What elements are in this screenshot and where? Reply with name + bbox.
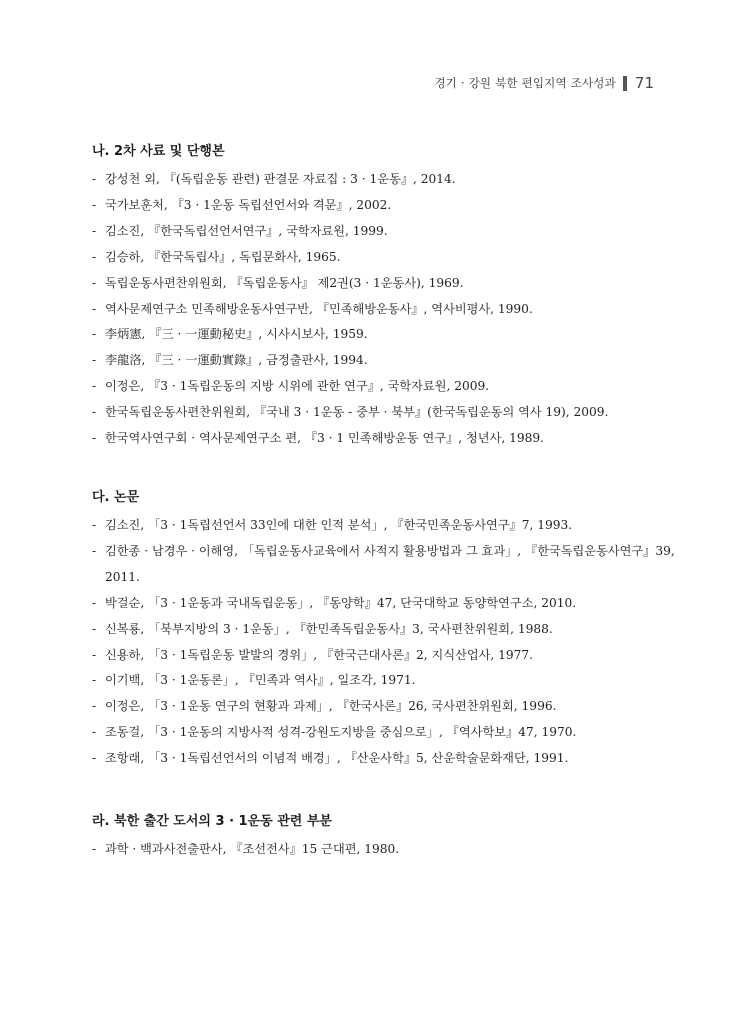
section-papers	[92, 488, 688, 772]
reference-item: - 李炳憲, 『三 · 一運動秘史』, 시사시보사, 1959.	[92, 327, 368, 342]
section-secondary-sources	[92, 142, 688, 452]
running-header	[434, 74, 654, 92]
reference-item: - 박걸순, 「3 · 1운동과 국내독립운동」, 『동양학』47, 단국대학교 동양학연구소, 2010.	[92, 595, 577, 610]
header-divider-bar	[623, 76, 627, 91]
reference-item: - 신용하, 「3 · 1독립운동 발발의 경위」, 『한국근대사론』2, 지식산업사, 1977.	[92, 647, 534, 662]
reference-list	[92, 837, 688, 863]
reference-item: - 李龍洛, 『三 · 一運動實錄』, 금정출판사, 1994.	[92, 353, 368, 368]
section-north-korea-publications	[92, 812, 688, 863]
reference-item: - 이정은, 『3 · 1독립운동의 지방 시위에 관한 연구』, 국학자료원, 2009.	[92, 379, 490, 394]
reference-item: - 한국독립운동사편찬위원회, 『국내 3 · 1운동 - 중부 · 북부』(한국독립운동의 역사 19), 2009.	[92, 405, 609, 420]
section-heading: 라. 북한 출간 도서의 3 · 1운동 관련 부분	[92, 814, 332, 829]
reference-item: - 신복룡, 「북부지방의 3 · 1운동」, 『한민족독립운동사』3, 국사편찬위원회, 1988.	[92, 621, 553, 636]
reference-list	[92, 513, 688, 772]
reference-item: - 한국역사연구회 · 역사문제연구소 편, 『3 · 1 민족해방운동 연구』, 청년사, 1989.	[92, 431, 544, 446]
reference-list	[92, 167, 688, 452]
running-header-title: 경기 · 강원 북한 편입지역 조사성과	[434, 76, 616, 90]
reference-item: - 이기백, 「3 · 1운동론」, 『민족과 역사』, 일조각, 1971.	[92, 673, 416, 688]
reference-item: - 조동걸, 「3 · 1운동의 지방사적 성격-강원도지방을 중심으로」, 『역사학보』47, 1970.	[92, 725, 577, 740]
reference-item: - 역사문제연구소 민족해방운동사연구반, 『민족해방운동사』, 역사비평사, 1990.	[92, 301, 533, 316]
reference-item: - 김승하, 『한국독립사』, 독립문화사, 1965.	[92, 249, 341, 264]
reference-item: - 독립운동사편찬위원회, 『독립운동사』 제2권(3 · 1운동사), 1969.	[92, 275, 464, 290]
reference-item: - 국가보훈처, 『3 · 1운동 독립선언서와 격문』, 2002.	[92, 197, 392, 212]
reference-item: - 이정은, 「3 · 1운동 연구의 현황과 과제」, 『한국사론』26, 국사편찬위원회, 1996.	[92, 699, 557, 714]
page-number: 71	[634, 74, 654, 92]
reference-item: - 강성천 외, 『(독립운동 관련) 판결문 자료집 : 3 · 1운동』, 2014.	[92, 172, 456, 186]
reference-item: - 과학 · 백과사전출판사, 『조선전사』15 근대편, 1980.	[92, 842, 400, 856]
reference-item: - 김소진, 「3 · 1독립선언서 33인에 대한 인적 분석」, 『한국민족운동사연구』7, 1993.	[92, 518, 573, 532]
reference-item: - 김한종 · 남경우 · 이해영, 「독립운동사교육에서 사적지 활용방법과 그 효과」, 『한국독립운동사연구』39, 2011.	[92, 543, 675, 584]
reference-item: - 조항래, 「3 · 1독립선언서의 이념적 배경」, 『산운사학』5, 산운학술문화재단, 1991.	[92, 751, 569, 766]
section-heading: 나. 2차 사료 및 단행본	[92, 144, 225, 159]
section-heading: 다. 논문	[92, 490, 140, 505]
reference-item: - 김소진, 『한국독립선언서연구』, 국학자료원, 1999.	[92, 223, 388, 238]
